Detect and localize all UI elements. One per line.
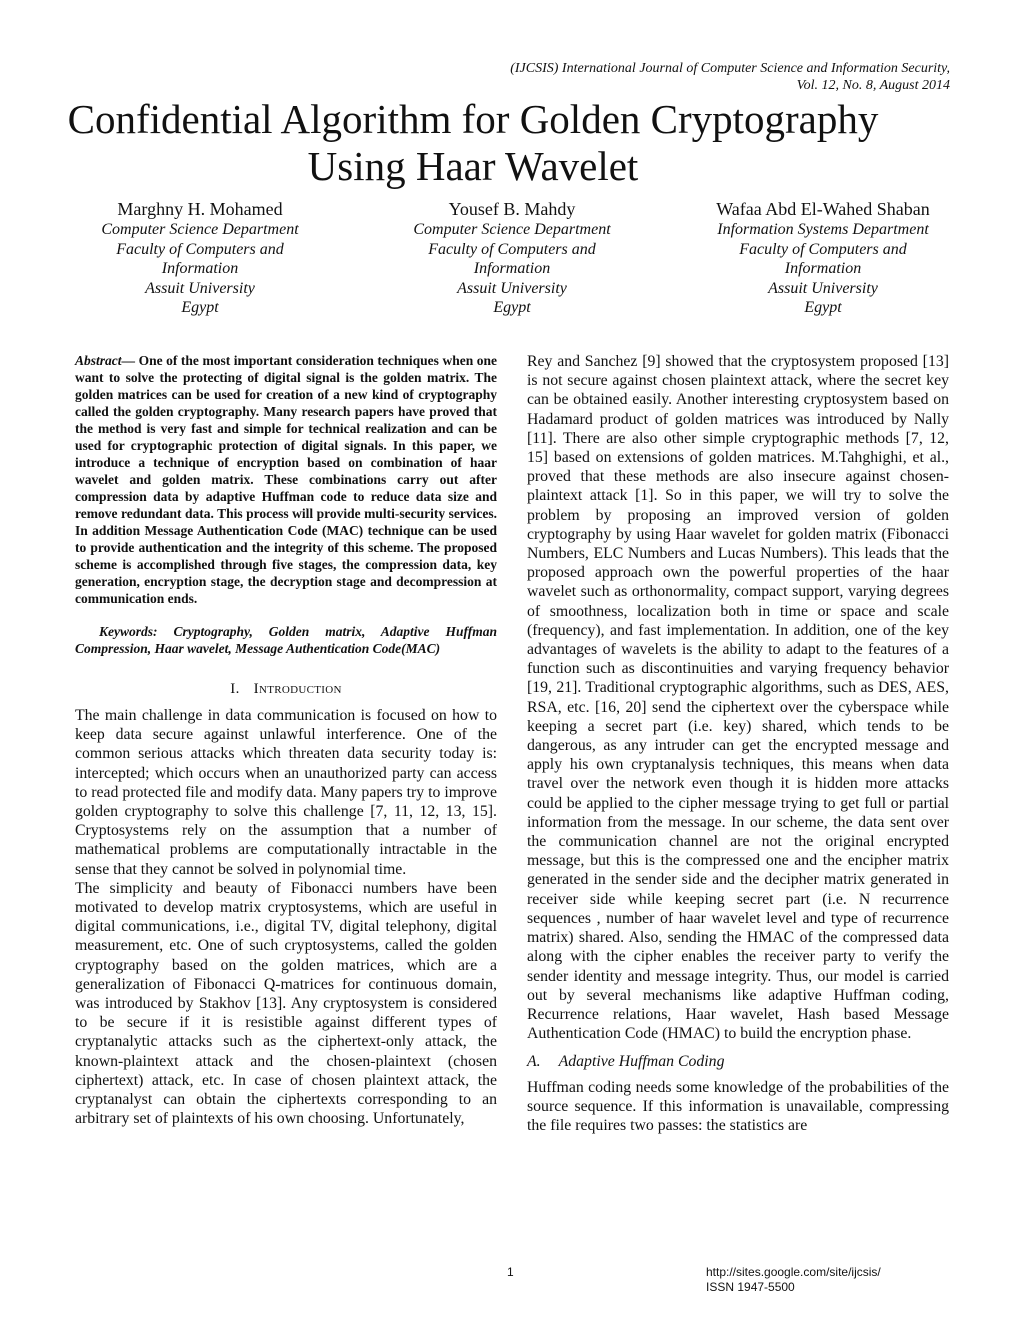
abstract-dash: — xyxy=(121,353,139,368)
paper-title xyxy=(0,96,946,190)
author-country: Egypt xyxy=(804,299,842,316)
section-heading-introduction xyxy=(75,681,497,698)
issn: ISSN 1947-5500 xyxy=(706,1280,795,1294)
author-university: Assuit University xyxy=(457,279,567,297)
footer-info xyxy=(706,1265,881,1295)
title-line-2: Using Haar Wavelet xyxy=(307,143,639,189)
author-name: Marghny H. Mohamed xyxy=(117,199,283,219)
section-number: I. xyxy=(230,681,240,697)
journal-name: (IJCSIS) International Journal of Computer Science and Information Security, xyxy=(510,61,950,76)
author-university: Assuit University xyxy=(145,279,255,297)
subsection-number: A. xyxy=(527,1053,541,1071)
author-faculty: Faculty of Computers and xyxy=(116,240,284,258)
intro-paragraph-3: Rey and Sanchez [9] showed that the cryptosystem proposed [13] is not secure against chosen plaintext attack, where the secret key can be obtained easily. Another interesting cryptosystem based on Hadamard product of golden matrices was introduced by Nally [11]. There are also other simple cryptographic methods [7, 12, 15] based on extensions of golden matrices. M.Tahghighi, et al., proved that these methods are also insecure against chosen-plaintext attack [1]. So in this paper, we will try to solve the problem by proposing an improved version of golden cryptography by using Haar wavelet for golden matrix (Fibonacci Numbers, ELC Numbers and Lucas Numbers). This leads that the proposed approach own the powerful properties of the haar wavelet such as orthonormality, compact support, varying degrees of smoothness, localization both in time or space and scale (frequency), and fast implementation. In addition, one of the key advantages of wavelets is the ability to adapt to the features of a function such as discontinuities and varying frequency behavior [19, 21]. Traditional cryptographic algorithms, such as DES, AES, RSA, etc. [16, 20] send the ciphertext over the cyberspace while keeping a secret part (i.e. key) shared, which tends to be dangerous, as any intruder can get the encrypted message and apply his own cryptanalysis techniques, this means when data travel over the network even though it is hidden more attacks could be applied to the cipher message trying to get full or partial information from the message. In our scheme, the data sent over the communication channel are not the original encrypted message, but this is the compressed one and the encipher matrix generated in the sender side and the decipher matrix generated in receiver side while keeping secret part (i.e. N recurrence sequences , number of haar wavelet level and type of recurrence matrix) shared. Also, sending the HMAC of the compressed data along with the cipher enables the receiver party to verify the sender identity and message integrity. Thus, our model is carried out by several mechanisms like adaptive Huffman coding, Recurrence relations, Haar wavelet, Hash based Message Authentication Code (HMAC) to build the encryption phase. xyxy=(527,353,949,1043)
author-country: Egypt xyxy=(493,299,531,316)
section-title: Introduction xyxy=(253,681,342,697)
huffman-paragraph: Huffman coding needs some knowledge of the probabilities of the source sequence. If this information is unavailable, compressing the file requires two passes: the statistics are xyxy=(527,1078,949,1134)
author-block-2 xyxy=(357,198,667,318)
author-department: Computer Science Department xyxy=(101,221,299,238)
keywords: Keywords: Cryptography, Golden matrix, Adaptive Huffman Compression, Haar wavelet, Message Authentication Code(MAC) xyxy=(75,624,497,656)
subsection-title: Adaptive Huffman Coding xyxy=(558,1053,725,1071)
journal-volume: Vol. 12, No. 8, August 2014 xyxy=(796,78,950,93)
author-name: Wafaa Abd El-Wahed Shaban xyxy=(716,199,930,219)
author-university: Assuit University xyxy=(768,279,878,297)
intro-paragraph-2: The simplicity and beauty of Fibonacci numbers have been motivated to develop matrix cryptosystems, which are useful in digital communications, i.e., digital TV, digital telephony, digital measurement, etc. One of such cryptosystems, called the golden cryptography based on the golden matrices, which are a generalization of Fibonacci Q-matrices for continuous domain, was introduced by Stakhov [13]. Any cryptosystem is considered to be secure if it is resistible against different types of cryptanalytic attacks such as the ciphertext-only attack, the known-plaintext attack and the chosen-plaintext (chosen ciphertext) attack, etc. In case of chosen plaintext attack, the cryptanalyst can obtain the ciphertexts corresponding to an arbitrary set of plaintexts of his own choosing. Unfortunately, xyxy=(75,879,497,1128)
author-department: Computer Science Department xyxy=(413,221,611,238)
subsection-heading-adaptive-huffman xyxy=(527,1052,949,1071)
author-block-1 xyxy=(45,198,355,318)
journal-url: http://sites.google.com/site/ijcsis/ xyxy=(706,1265,881,1279)
author-faculty: Faculty of Computers and xyxy=(739,240,907,258)
author-country: Egypt xyxy=(181,299,219,316)
intro-paragraph-1: The main challenge in data communication is focused on how to keep data secure against unlawful interference. One of the common serious attacks which threaten data security today is: intercepted; which occurs when an unauthorized party can access to read protected file and modify data. Many papers try to improve golden cryptography to solve this challenge [7, 11, 12, 13, 15]. Cryptosystems rely on the assumption that a number of mathematical problems are computationally intractable in the sense that they cannot be solved in polynomial time. xyxy=(75,707,497,878)
author-faculty-cont: Information xyxy=(784,260,862,277)
page-number: 1 xyxy=(507,1265,514,1279)
author-name: Yousef B. Mahdy xyxy=(448,199,576,219)
author-faculty-cont: Information xyxy=(161,260,239,277)
left-column xyxy=(75,352,497,1128)
right-column xyxy=(527,352,949,1135)
journal-header xyxy=(510,60,950,94)
title-line-1: Confidential Algorithm for Golden Cryptography xyxy=(67,96,879,142)
author-department: Information Systems Department xyxy=(717,221,929,238)
abstract xyxy=(75,352,497,607)
author-block-3 xyxy=(668,198,978,318)
abstract-label: Abstract xyxy=(75,353,122,368)
abstract-text: One of the most important consideration techniques when one want to solve the protecting of digital signal is the golden matrix. The golden matrices can be used for creation of a new kind of cryptography called the golden cryptography. Many research papers have proved that the method is very fast and simple for technical realization and can be used for cryptographic protection of digital signals. In this paper, we introduce a technique of encryption based on combination of haar wavelet and golden matrix. These combinations carry out after compression data by adaptive Huffman code to reduce data size and remove redundant data. This process will provide multi-security services. In addition Message Authentication Code (MAC) technique can be used to provide authentication and the integrity of this scheme. The proposed scheme is accomplished through five stages, the compression data, key generation, encryption stage, the decryption stage and decompression at communication ends. xyxy=(75,353,498,606)
author-faculty: Faculty of Computers and xyxy=(428,240,596,258)
author-faculty-cont: Information xyxy=(473,260,551,277)
